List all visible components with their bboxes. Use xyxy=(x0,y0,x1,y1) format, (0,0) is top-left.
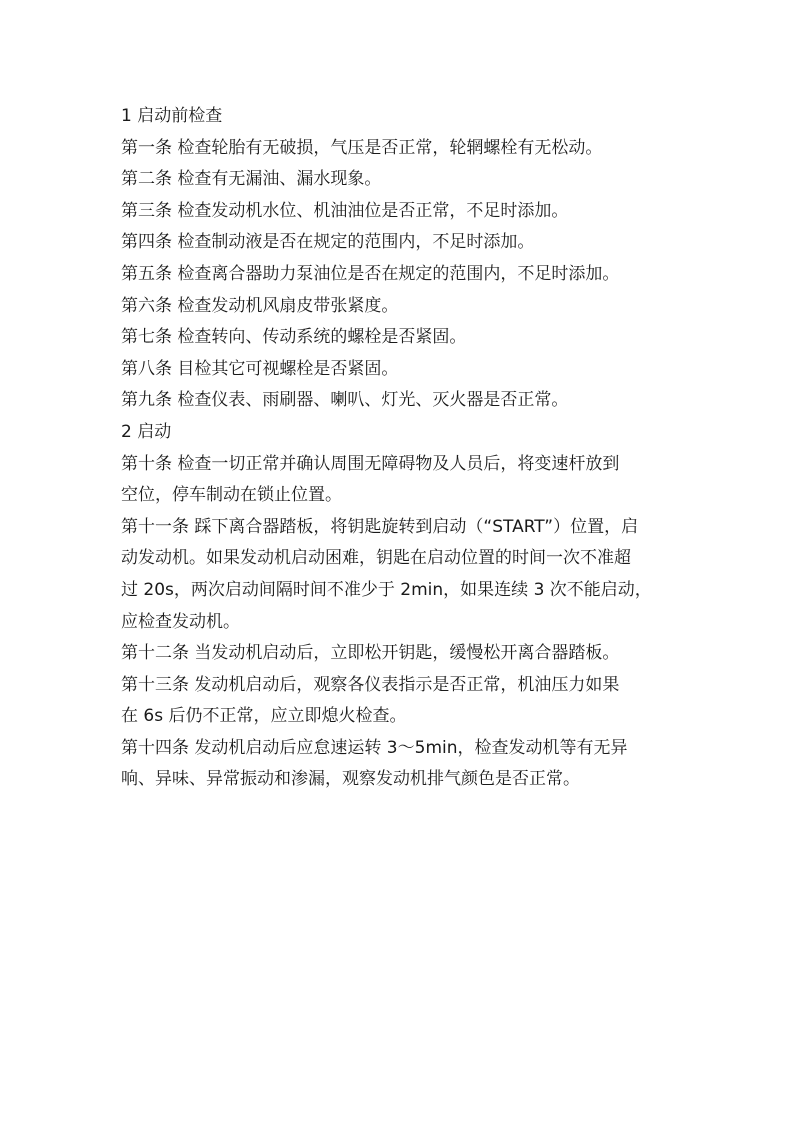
article-14-line-1: 第十四条 发动机启动后应怠速运转 3～5min，检查发动机等有无异 xyxy=(121,737,628,758)
article-3: 第三条 检查发动机水位、机油油位是否正常，不足时添加。 xyxy=(121,200,569,221)
article-13-line-2: 在 6s 后仍不正常，应立即熄火检查。 xyxy=(121,706,407,727)
article-2: 第二条 检查有无漏油、漏水现象。 xyxy=(121,169,382,190)
article-12: 第十二条 当发动机启动后，立即松开钥匙，缓慢松开离合器踏板。 xyxy=(121,643,620,664)
article-5: 第五条 检查离合器助力泵油位是否在规定的范围内，不足时添加。 xyxy=(121,263,620,284)
article-9: 第九条 检查仪表、雨刷器、喇叭、灯光、灭火器是否正常。 xyxy=(121,390,569,411)
article-13-line-1: 第十三条 发动机启动后，观察各仪表指示是否正常，机油压力如果 xyxy=(121,674,620,695)
article-10-line-2: 空位，停车制动在锁止位置。 xyxy=(121,485,342,506)
article-11-line-2: 动发动机。如果发动机启动困难，钥匙在启动位置的时间一次不准超 xyxy=(121,548,631,569)
article-8: 第八条 目检其它可视螺栓是否紧固。 xyxy=(121,358,399,379)
document-body xyxy=(121,101,681,796)
article-11-line-4: 应检查发动机。 xyxy=(121,611,240,632)
article-4: 第四条 检查制动液是否在规定的范围内，不足时添加。 xyxy=(121,232,535,253)
section-heading-start: 2 启动 xyxy=(121,421,172,442)
article-11-line-3: 过 20s，两次启动间隔时间不准少于 2min，如果连续 3 次不能启动， xyxy=(121,579,652,600)
article-14-line-2: 响、异味、异常振动和渗漏，观察发动机排气颜色是否正常。 xyxy=(121,769,580,790)
article-7: 第七条 检查转向、传动系统的螺栓是否紧固。 xyxy=(121,327,467,348)
article-6: 第六条 检查发动机风扇皮带张紧度。 xyxy=(121,295,399,316)
article-11-line-1: 第十一条 踩下离合器踏板，将钥匙旋转到启动（“START”）位置，启 xyxy=(121,516,639,537)
section-heading-pre-start-check: 1 启动前检查 xyxy=(121,106,223,126)
article-1: 第一条 检查轮胎有无破损，气压是否正常，轮辋螺栓有无松动。 xyxy=(121,137,603,158)
article-10-line-1: 第十条 检查一切正常并确认周围无障碍物及人员后，将变速杆放到 xyxy=(121,453,620,474)
